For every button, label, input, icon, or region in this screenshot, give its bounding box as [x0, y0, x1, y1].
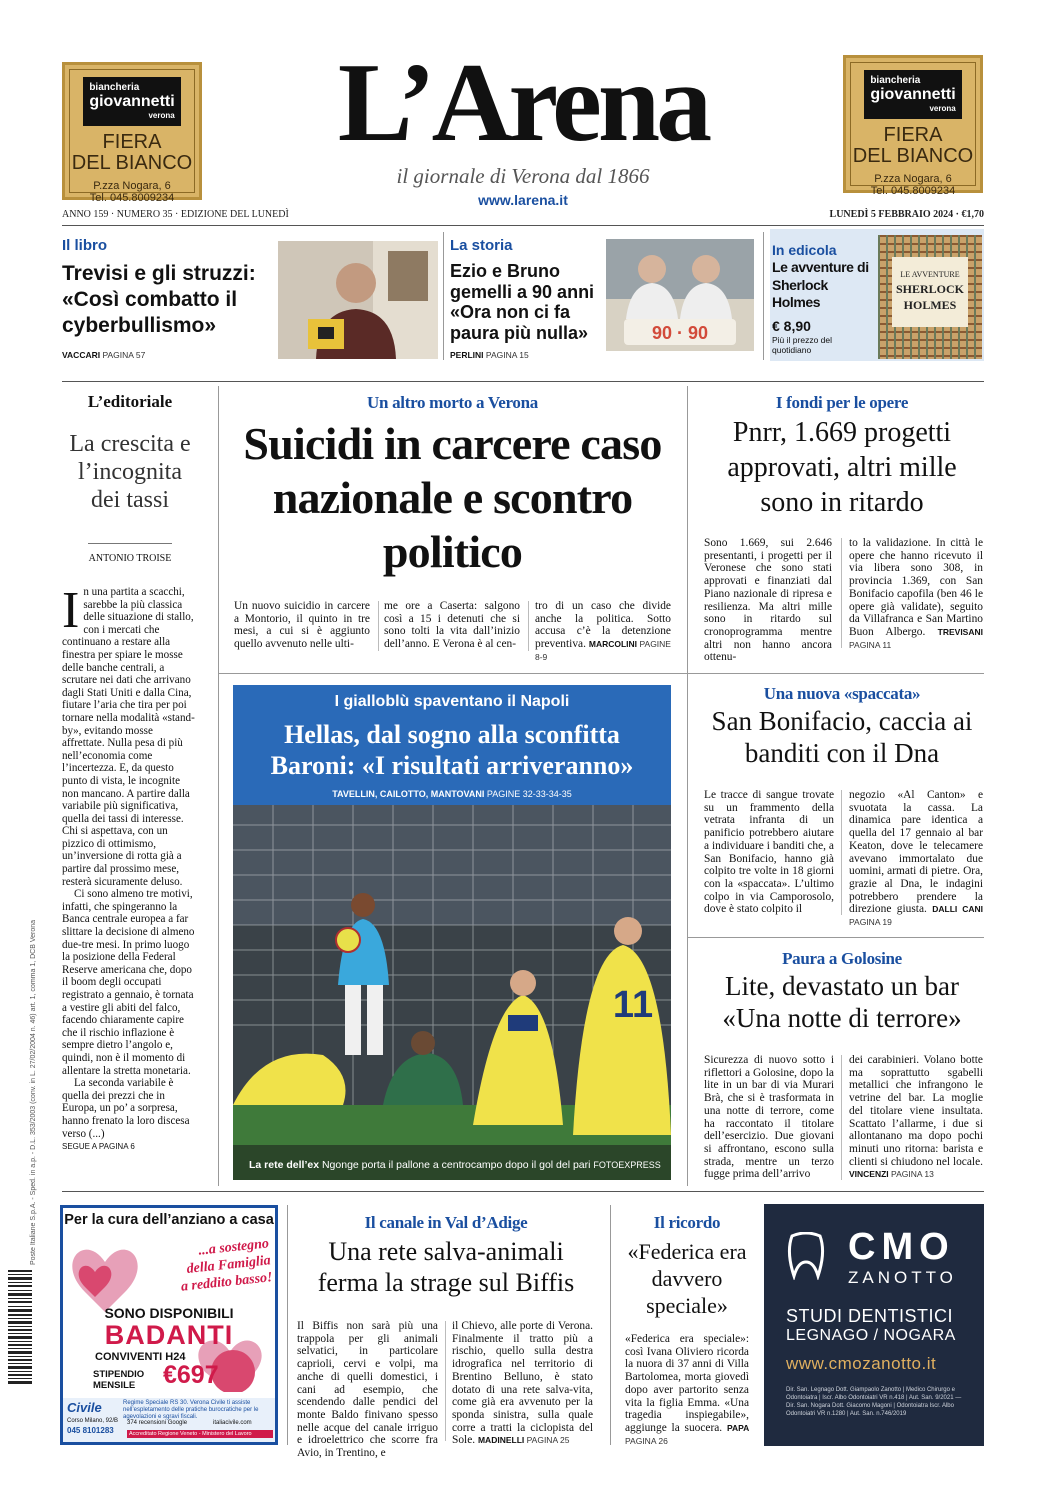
- giovannetti-logo: biancheria giovannetti verona: [864, 70, 961, 119]
- teaser-note: Più il prezzo del quotidiano: [772, 335, 833, 355]
- editoriale-title: La crescita e l’incognita dei tassi: [69, 431, 191, 513]
- ricordo-title: «Federica era davvero speciale»: [627, 1239, 747, 1318]
- teaser-price: € 8,90: [772, 318, 811, 334]
- teaser-libro[interactable]: [62, 229, 440, 361]
- adige-kicker: Il canale in Val d’Adige: [364, 1213, 528, 1232]
- cmo-line2: LEGNAGO / NOGARA: [786, 1327, 956, 1344]
- cmo-url[interactable]: www.cmozanotto.it: [786, 1354, 937, 1373]
- lead-kicker: Un altro morto a Verona: [367, 393, 538, 412]
- tooth-icon: [786, 1232, 826, 1280]
- pnrr-title: Pnrr, 1.669 progetti approvati, altri mille sono in ritardo: [727, 417, 957, 518]
- ad-price: €697: [163, 1361, 219, 1389]
- adige-title: Una rete salva-animali ferma la strage sul Biffis: [317, 1237, 575, 1297]
- barcode: [8, 1270, 32, 1385]
- teaser-kicker: La storia: [450, 237, 513, 254]
- cmo-logo-sub: ZANOTTO: [848, 1268, 957, 1287]
- lead-col-2: me ore a Caserta: salgono così a 15 i detenuti che si sono tolti la vita dall’inizio dell’anno. E Verona è al cen-: [384, 600, 520, 651]
- teaser-edicola[interactable]: [770, 229, 984, 361]
- ad-phone: 045 8101283: [67, 1426, 114, 1435]
- pnrr-kicker: I fondi per le opere: [775, 393, 909, 412]
- cmo-fine-print: Dir. San. Legnago Dott. Giampaolo Zanotto | Medico Chirurgo e Odontoiatra | Iscr. Albo Odontoiatri VR n.418 | Aut. San. 9/2021 — Dir. San. Nogara Dott. Giacomo Magoni | Odontoiatra Iscr. Albo Odontoiatri VR n.1280 | Aut. San. n.746/2019: [786, 1387, 962, 1417]
- editoriale-author: ANTONIO TROISE: [88, 553, 172, 564]
- editoriale-body: In una partita a scacchi, sarebbe la più classica delle situazione di stallo, con i mercati che continuano a restare alla finestra per spiare le mosse delle banche centrali, a scrutare nei dati che arrivano dagli Stati Uniti e dalla Cina, fiutare l’aria che tira per poi tornare nella modalità «stand-by», evitando mosse affrettate. Nulla pesa di più nell’economia come l’incertezza. E, da questo punto di vista, le incognite non mancano. A partire dalla variabile più significativa, quella dei tassi di interesse. Chi si aspettava, con un pizzico di ottimismo, un’inversione di rotta già a partire dal prossimo mese, resterà sicuramente deluso. Ci sono almeno tre motivi, infatti, che spingeranno la Banca centrale europea a far slittare la decisione di almeno due-tre mesi. In primo luogo la posizione della Federal Reserve americana che, dopo il boom degli occupati registrato a gennaio, è tornata a vestire gli abiti del falco, facendo chiaramente capire che il rischio inflazione è sempre dietro l’angolo e, quindi, non è il momento di allentare la stretta monetaria. La seconda variabile è quella dei prezzi che in Europa, un po’ a sorpresa, hanno frenato la loro discesa verso (...) SEGUE A PAGINA 6: [62, 582, 195, 1152]
- ad-address: P.zza Nogara, 6 Tel. 045.8009234: [89, 180, 175, 204]
- golosine-kicker: Paura a Golosine: [782, 949, 902, 968]
- photo-gemelli: [606, 239, 754, 351]
- hellas-byline: TAVELLIN, CAILOTTO, MANTOVANI PAGINE 32-33-34-35: [332, 789, 572, 799]
- masthead-title: L’Arena: [337, 41, 709, 165]
- bonifacio-title: San Bonifacio, caccia ai banditi con il Dna: [711, 706, 973, 768]
- ad-fiera: FIERA DEL BIANCO: [71, 131, 193, 174]
- pnrr-col-1: Sono 1.669, sui 2.646 presentanti, i progetti per il Veronese che sono stati approvati e finanziati dal Piano nazionale di ripresa e resilienza. Ma altri mille sono in ritardo sul cronoprogramma mentre altri non hanno ancora ottenu-: [704, 537, 832, 664]
- ad-logo: Civile: [67, 1400, 102, 1415]
- teaser-kicker: In edicola: [772, 242, 837, 258]
- lead-col-1: Un nuovo suicidio in carcere a Montorio, il quinto in tre mesi, a cui si è aggiunto quello avvenuto nelle ulti-: [234, 600, 370, 651]
- adige-col-2: il Chievo, alle porte di Verona. Finalmente il tratto più a rischio, quello sulla destra idrografica nel territorio di Brentino Belluno, è stato dotato di una rete salva-vita, come già era avvenuto per la sponda sinistra, sulla quale corre a tratti la ciclopista del Sole. MADINELLI PAGINA 25: [452, 1320, 593, 1447]
- shirt-number: 11: [612, 984, 654, 1026]
- adige-story[interactable]: [296, 1203, 596, 1460]
- teaser-title: Le avventure di Sherlock Holmes: [772, 259, 869, 310]
- ad-giovannetti-left[interactable]: [62, 62, 202, 204]
- hellas-kicker: I gialloblù spaventano il Napoli: [334, 693, 570, 710]
- issue-info: ANNO 159 · NUMERO 35 · EDIZIONE DEL LUNEDÌ: [62, 209, 289, 220]
- teaser-storia[interactable]: [450, 229, 758, 361]
- ad-script: ...a sostegno della Famiglia a reddito basso!: [180, 1236, 274, 1295]
- issue-date-price: LUNEDÌ 5 FEBBRAIO 2024 · €1,70: [829, 209, 984, 220]
- svg-text:LE AVVENTURE: LE AVVENTURE: [900, 270, 960, 279]
- giovannetti-logo: biancheria giovannetti verona: [83, 77, 180, 126]
- ad-fiera: FIERA DEL BIANCO: [852, 124, 974, 167]
- pnrr-story[interactable]: [700, 383, 984, 673]
- ad-cmo[interactable]: [764, 1204, 984, 1446]
- svg-text:HOLMES: HOLMES: [903, 298, 957, 312]
- ricordo-kicker: Il ricordo: [653, 1213, 721, 1232]
- ricordo-body: «Federica era speciale»: così Ivana Oliviero ricorda la nuora di 37 anni di Villa Bartolomea, morta giovedì dopo aver partorito senza vita la figlia Emma. «Una tragedia inspiegabile», aggiunge la suocera. PAPA PAGINA 26: [625, 1333, 749, 1446]
- ad-stip: STIPENDIO MENSILE: [93, 1369, 145, 1391]
- teaser-byline: PERLINI PAGINA 15: [450, 350, 529, 360]
- cake-text: 90 · 90: [651, 323, 709, 343]
- photo-caption: La rete dell’ex Ngonge porta il pallone a centrocampo dopo il gol del pari FOTOEXPRESS: [249, 1159, 661, 1171]
- photo-trevisi: [278, 241, 438, 359]
- ad-big: BADANTI: [104, 1320, 234, 1350]
- hellas-story[interactable]: [233, 685, 671, 1180]
- cmo-line1: STUDI DENTISTICI: [786, 1306, 954, 1326]
- cmo-logo: CMO: [848, 1226, 955, 1268]
- book-cover-sherlock: [878, 235, 982, 359]
- bonifacio-story[interactable]: [700, 675, 984, 935]
- editoriale-kicker: L’editoriale: [87, 392, 173, 411]
- lead-col-3: tro di un caso che divide anche la politica. Sotto accusa c’è la detenzione preventiva. MARCOLINI PAGINE 8-9: [535, 600, 671, 662]
- masthead-subtitle: il giornale di Verona dal 1866: [396, 164, 650, 188]
- teaser-byline: VACCARI PAGINA 57: [62, 350, 146, 360]
- ricordo-story[interactable]: [623, 1203, 751, 1448]
- ad-address: P.zza Nogara, 6 Tel. 045.8009234: [870, 173, 956, 197]
- postal-info: Poste Italiane S.p.A. - Sped. in a.p. - D.L. 353/2003 (conv. in L. 27/02/2004 n. 46) art. 1, comma 1, DCB Verona: [30, 919, 37, 1265]
- dropcap: I: [62, 582, 80, 639]
- ad-conv: CONVIVENTI H24: [95, 1351, 186, 1363]
- pnrr-col-2: to la validazione. In città le opere che hanno ricevuto il via libera sono 308, in provincia 1.369, con San Bonifacio capofila (ben 46 le opere già validate), seguito da Villafranca e San Martino Buon Albergo. TREVISANI PAGINA 11: [849, 537, 983, 650]
- adige-col-1: Il Biffis non sarà più una trappola per gli animali selvatici, in particolare caprioli, cervi e volpi, ma anche di quelli domestici, i cani ad esempio, che scendendo dalle pendici del monte Baldo finivano spesso nelle acque del canale irriguo e idroelettrico che scorre fra Avio, in Trentino, e: [297, 1320, 438, 1460]
- golosine-col-2: dei carabinieri. Volano botte ma soprattutto sgabelli metallici che infrangono le vetrine del bar. La moglie del titolare viene insultata. Scattato l’allarme, i due si allontanano ma dopo pochi minuti uno ritorna: barista e clienti si chiudono nel locale. VINCENZI PAGINA 13: [849, 1054, 983, 1180]
- hellas-title: Hellas, dal sogno alla sconfitta Baroni: «I risultati arriveranno»: [270, 720, 634, 780]
- photo-hellas-napoli: [233, 805, 671, 1180]
- ad-avail: SONO DISPONIBILI: [104, 1305, 234, 1321]
- teaser-title: Trevisi e gli struzzi: «Così combatto il cyberbullismo»: [62, 262, 256, 337]
- masthead-url[interactable]: www.larena.it: [478, 192, 568, 208]
- golosine-title: Lite, devastato un bar «Una notte di terrore»: [722, 971, 962, 1033]
- ad-badanti[interactable]: [60, 1205, 278, 1445]
- ad-badanti-top: Per la cura dell’anziano a casa: [64, 1212, 274, 1228]
- editoriale[interactable]: [62, 383, 198, 1183]
- bonifacio-kicker: Una nuova «spaccata»: [763, 684, 921, 703]
- golosine-col-1: Sicurezza di nuovo sotto i riflettori a Golosine, dopo la lite in un bar di via Murari Brà, che si è trasformata in una notte di terrore, come ha raccontato il titolare dell’esercizio. Due giovani si affrontano, escono sulla strada, mentre un terzo fugge prima dell’arrivo: [704, 1054, 834, 1181]
- svg-text:SHERLOCK: SHERLOCK: [895, 282, 965, 296]
- golosine-story[interactable]: [700, 939, 984, 1184]
- lead-story[interactable]: [230, 383, 675, 668]
- teaser-kicker: Il libro: [62, 237, 107, 254]
- lead-title: Suicidi in carcere caso nazionale e scontro politico: [243, 418, 662, 577]
- follow-link[interactable]: SEGUE A PAGINA 6: [62, 1142, 135, 1152]
- bonifacio-col-1: Le tracce di sangue trovate su un frammento della vetrata infranta di un panificio potrebbero aiutare a individuare i banditi che, a San Bonifacio, hanno già colpito tre volte in 18 giorni con la «spaccata». L’ultimo colpo in via Camporosolo, dove è stato colpito il: [704, 789, 834, 916]
- ad-giovannetti-right[interactable]: [843, 55, 983, 197]
- ad-footer: Civile Regime Speciale RS 30. Verona Civile ti assiste nell’espletamento delle pratiche burocratiche per le agevolazioni e sgravi fiscali. Corso Milano, 92/B 045 8101283 374 recensioni Google italiacivile.com Accreditato Regione Veneto - Ministero del Lavoro: [63, 1398, 275, 1442]
- bonifacio-col-2: negozio «Al Canton» e svuotata la cassa. La dinamica pare identica a quella del 17 gennaio al bar Keaton, dove le telecamere avevano immortalato due uomini, armati di pietre. Ora, grazie al Dna, le indagini potrebbero prendere la direzione giusta. DALLI CANI PAGINA 19: [849, 789, 983, 928]
- teaser-title: Ezio e Bruno gemelli a 90 anni «Ora non ci fa paura più nulla»: [450, 261, 595, 343]
